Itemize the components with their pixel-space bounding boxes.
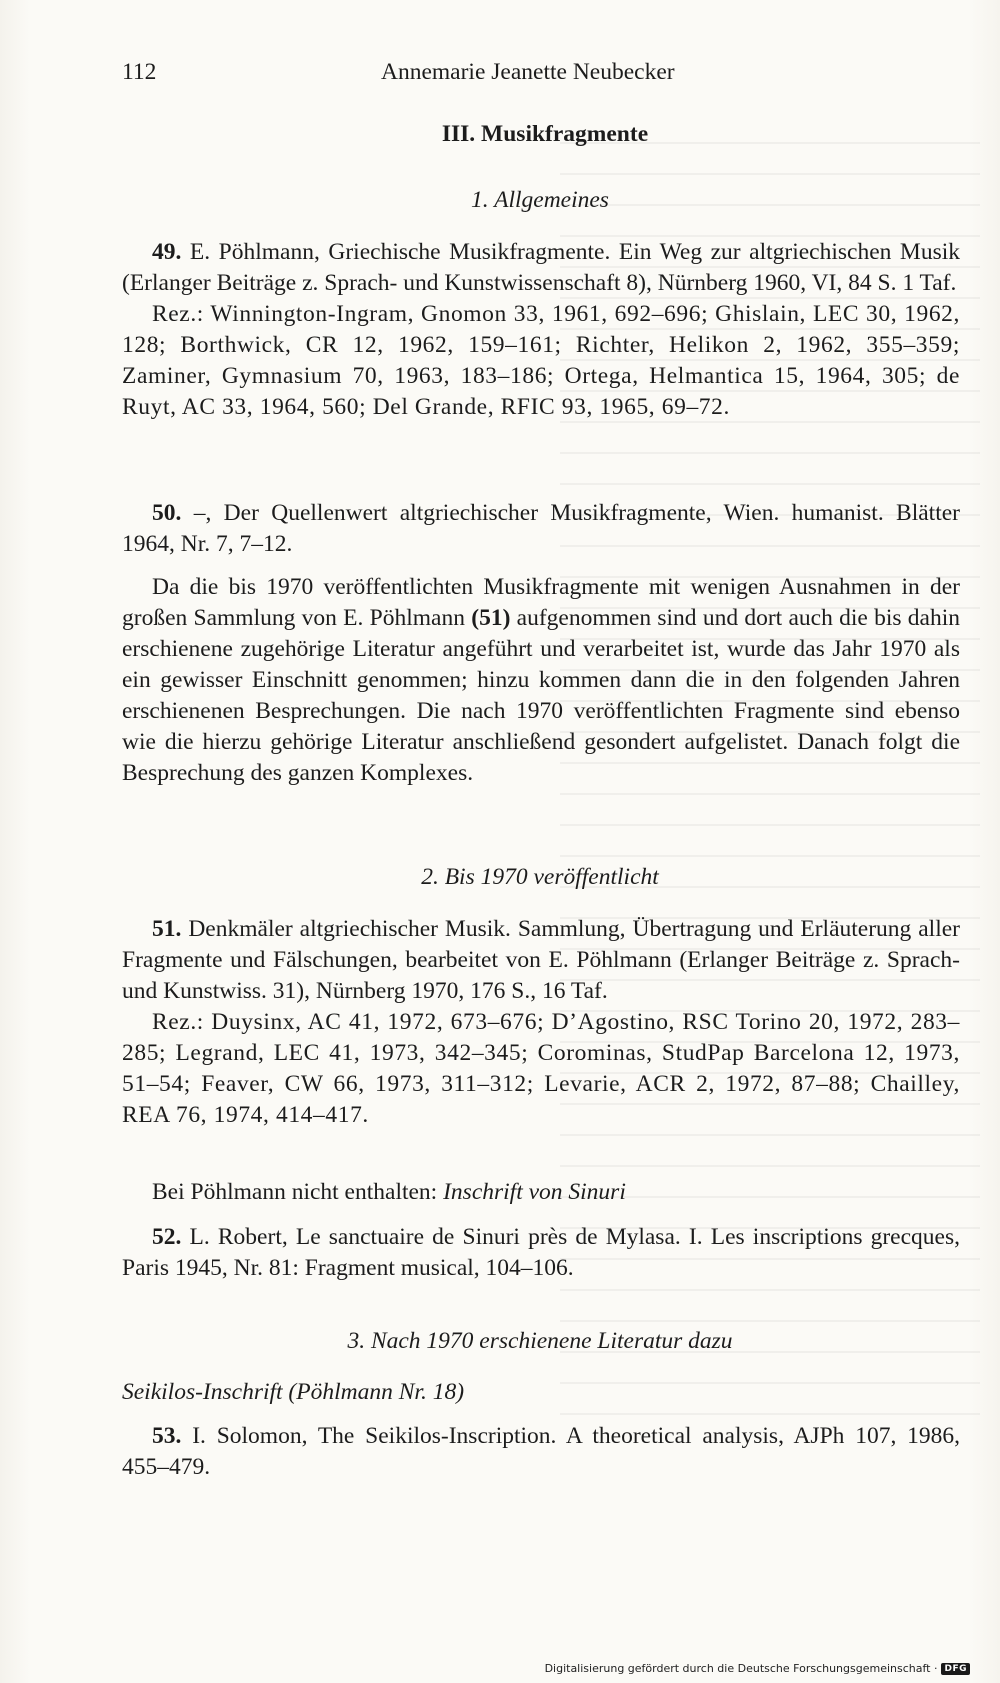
footer-credit: Digitalisierung gefördert durch die Deutsche Forschungsgemeinschaft · (544, 1662, 938, 1675)
entry-51 (122, 914, 960, 1131)
entry-number: 52. (152, 1224, 182, 1250)
intro-text-1: Da die bis 1970 veröffentlichten Musikfragmente mit wenigen Ausnahmen in der großen Sammlung von E. Pöhlmann (122, 574, 960, 631)
seikilos-title: Seikilos-Inschrift (Pöhlmann Nr. 18) (122, 1379, 465, 1405)
digitization-footer (545, 1662, 970, 1675)
entry-reviews: Rez.: Duysinx, AC 41, 1972, 673–676; D’Agostino, RSC Torino 20, 1972, 283–285; Legrand, LEC 41, 1973, 342–345; Corominas, StudPap Barcelona 12, 1973, 51–54; Feaver, CW 66, 1973, 311–312; Levarie, ACR 2, 1972, 87–88; Chailley, REA 76, 1974, 414–417. (122, 1009, 960, 1128)
entry-49 (122, 237, 960, 423)
entry-text: E. Pöhlmann, Griechische Musikfragmente. Ein Weg zur altgriechischen Musik (Erlanger Beiträge z. Sprach- und Kunstwissenschaft 8), Nürnberg 1960, VI, 84 S. 1 Taf. (122, 239, 960, 296)
dfg-logo-icon: DFG (941, 1663, 970, 1675)
entry-number: 49. (152, 239, 182, 265)
intro-paragraph (122, 572, 960, 789)
entry-52 (122, 1222, 960, 1284)
subsection-heading-3: 3. Nach 1970 erschienene Literatur dazu (347, 1328, 733, 1354)
entry-50 (122, 498, 960, 560)
entry-number: 53. (152, 1423, 182, 1449)
subsection-heading-2: 2. Bis 1970 veröffentlicht (421, 864, 659, 890)
entry-text: Denkmäler altgriechischer Musik. Sammlung, Übertragung und Erläuterung aller Fragmente und Fälschungen, bearbeitet von E. Pöhlmann (Erlanger Beiträge z. Sprach- und Kunstwiss. 31), Nürnberg 1970, 176 S., 16 Taf. (122, 916, 960, 1004)
intro-ref: (51) (471, 605, 511, 631)
note-prefix: Bei Pöhlmann nicht enthalten: (152, 1179, 444, 1205)
seikilos-heading (122, 1377, 960, 1408)
subsection-heading-1: 1. Allgemeines (471, 187, 609, 213)
running-head: Annemarie Jeanette Neubecker (381, 59, 675, 85)
entry-53 (122, 1421, 960, 1483)
entry-reviews: Rez.: Winnington-Ingram, Gnomon 33, 1961, 692–696; Ghislain, LEC 30, 1962, 128; Borthwick, CR 12, 1962, 159–161; Richter, Helikon 2, 1962, 355–359; Zaminer, Gymnasium 70, 1963, 183–186; Ortega, Helmantica 15, 1964, 305; de Ruyt, AC 33, 1964, 560; Del Grande, RFIC 93, 1965, 69–72. (122, 301, 960, 420)
note-line (122, 1177, 960, 1208)
entry-text: –, Der Quellenwert altgriechischer Musikfragmente, Wien. humanist. Blätter 1964, Nr. 7, 7–12. (122, 500, 960, 557)
entry-number: 51. (152, 916, 182, 942)
section-heading: III. Musikfragmente (441, 121, 649, 147)
intro-text-2: aufgenommen sind und dort auch die bis dahin erschienene zugehörige Literatur angeführt und verarbeitet ist, wurde das Jahr 1970 als ein gewisser Einschnitt genommen; hinzu kommen dann die in den folgenden Jahren erschienenen Besprechungen. Die nach 1970 veröffentlichten Fragmente sind ebenso wie die hierzu gehörige Literatur anschließend gesondert aufgelistet. Danach folgt die Besprechung des ganzen Komplexes. (122, 605, 960, 786)
note-italic: Inschrift von Sinuri (443, 1179, 626, 1205)
page-header (122, 59, 960, 91)
entry-number: 50. (152, 500, 182, 526)
page-number: 112 (122, 59, 157, 85)
entry-text: L. Robert, Le sanctuaire de Sinuri près de Mylasa. I. Les inscriptions grecques, Paris 1945, Nr. 81: Fragment musical, 104–106. (122, 1224, 960, 1281)
entry-text: I. Solomon, The Seikilos-Inscription. A theoretical analysis, AJPh 107, 1986, 455–479. (122, 1423, 961, 1480)
